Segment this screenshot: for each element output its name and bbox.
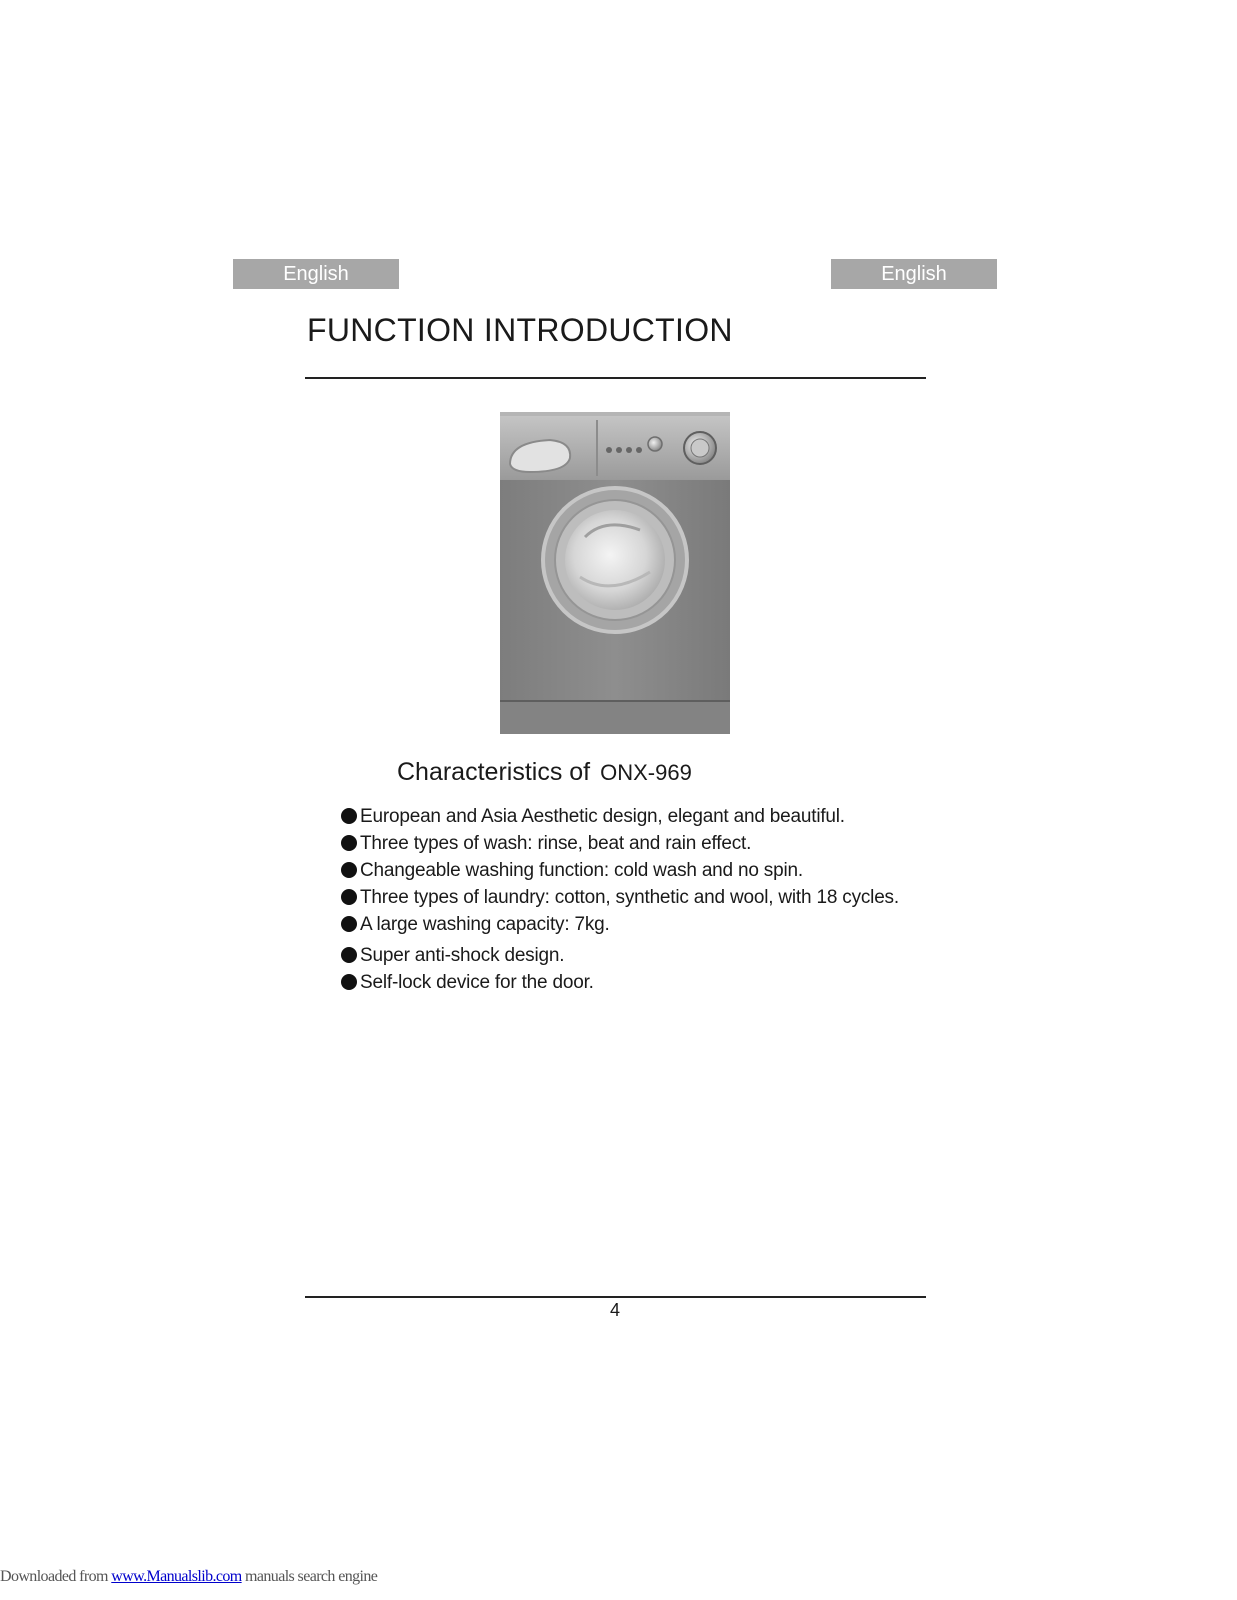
bullet-icon bbox=[341, 916, 357, 932]
list-item: Changeable washing function: cold wash and no spin. bbox=[341, 857, 899, 884]
page-title: FUNCTION INTRODUCTION bbox=[307, 312, 733, 348]
list-item: European and Asia Aesthetic design, elegant and beautiful. bbox=[341, 803, 899, 830]
bullet-icon bbox=[341, 974, 357, 990]
list-item: A large washing capacity: 7kg. bbox=[341, 911, 899, 938]
page-number: 4 bbox=[609, 1300, 620, 1320]
indicator-light bbox=[606, 447, 612, 453]
bullet-icon bbox=[341, 947, 357, 963]
bottom-divider bbox=[305, 1296, 926, 1298]
bullet-icon bbox=[341, 862, 357, 878]
model-number: ONX-969 bbox=[600, 760, 692, 785]
list-item: Super anti-shock design. bbox=[341, 942, 899, 969]
manualslib-link[interactable]: www.Manualslib.com bbox=[111, 1568, 242, 1585]
characteristics-heading bbox=[397, 758, 692, 787]
small-knob bbox=[648, 437, 662, 451]
bullet-icon bbox=[341, 808, 357, 824]
footer-suffix: manuals search engine bbox=[241, 1568, 378, 1585]
language-tab-left: English bbox=[233, 259, 399, 289]
list-item: Self-lock device for the door. bbox=[341, 969, 899, 996]
footer-prefix: Downloaded from bbox=[0, 1568, 112, 1585]
list-item: Three types of wash: rinse, beat and rain effect. bbox=[341, 830, 899, 857]
feature-list bbox=[341, 803, 899, 996]
washing-machine-image bbox=[500, 412, 730, 734]
language-tab-right: English bbox=[831, 259, 997, 289]
characteristics-label: Characteristics of bbox=[397, 758, 591, 786]
top-divider bbox=[305, 377, 926, 379]
kick-plate bbox=[500, 702, 730, 734]
download-footer bbox=[0, 1568, 377, 1586]
list-item: Three types of laundry: cotton, synthetic and wool, with 18 cycles. bbox=[341, 884, 899, 911]
bullet-icon bbox=[341, 889, 357, 905]
bullet-icon bbox=[341, 835, 357, 851]
